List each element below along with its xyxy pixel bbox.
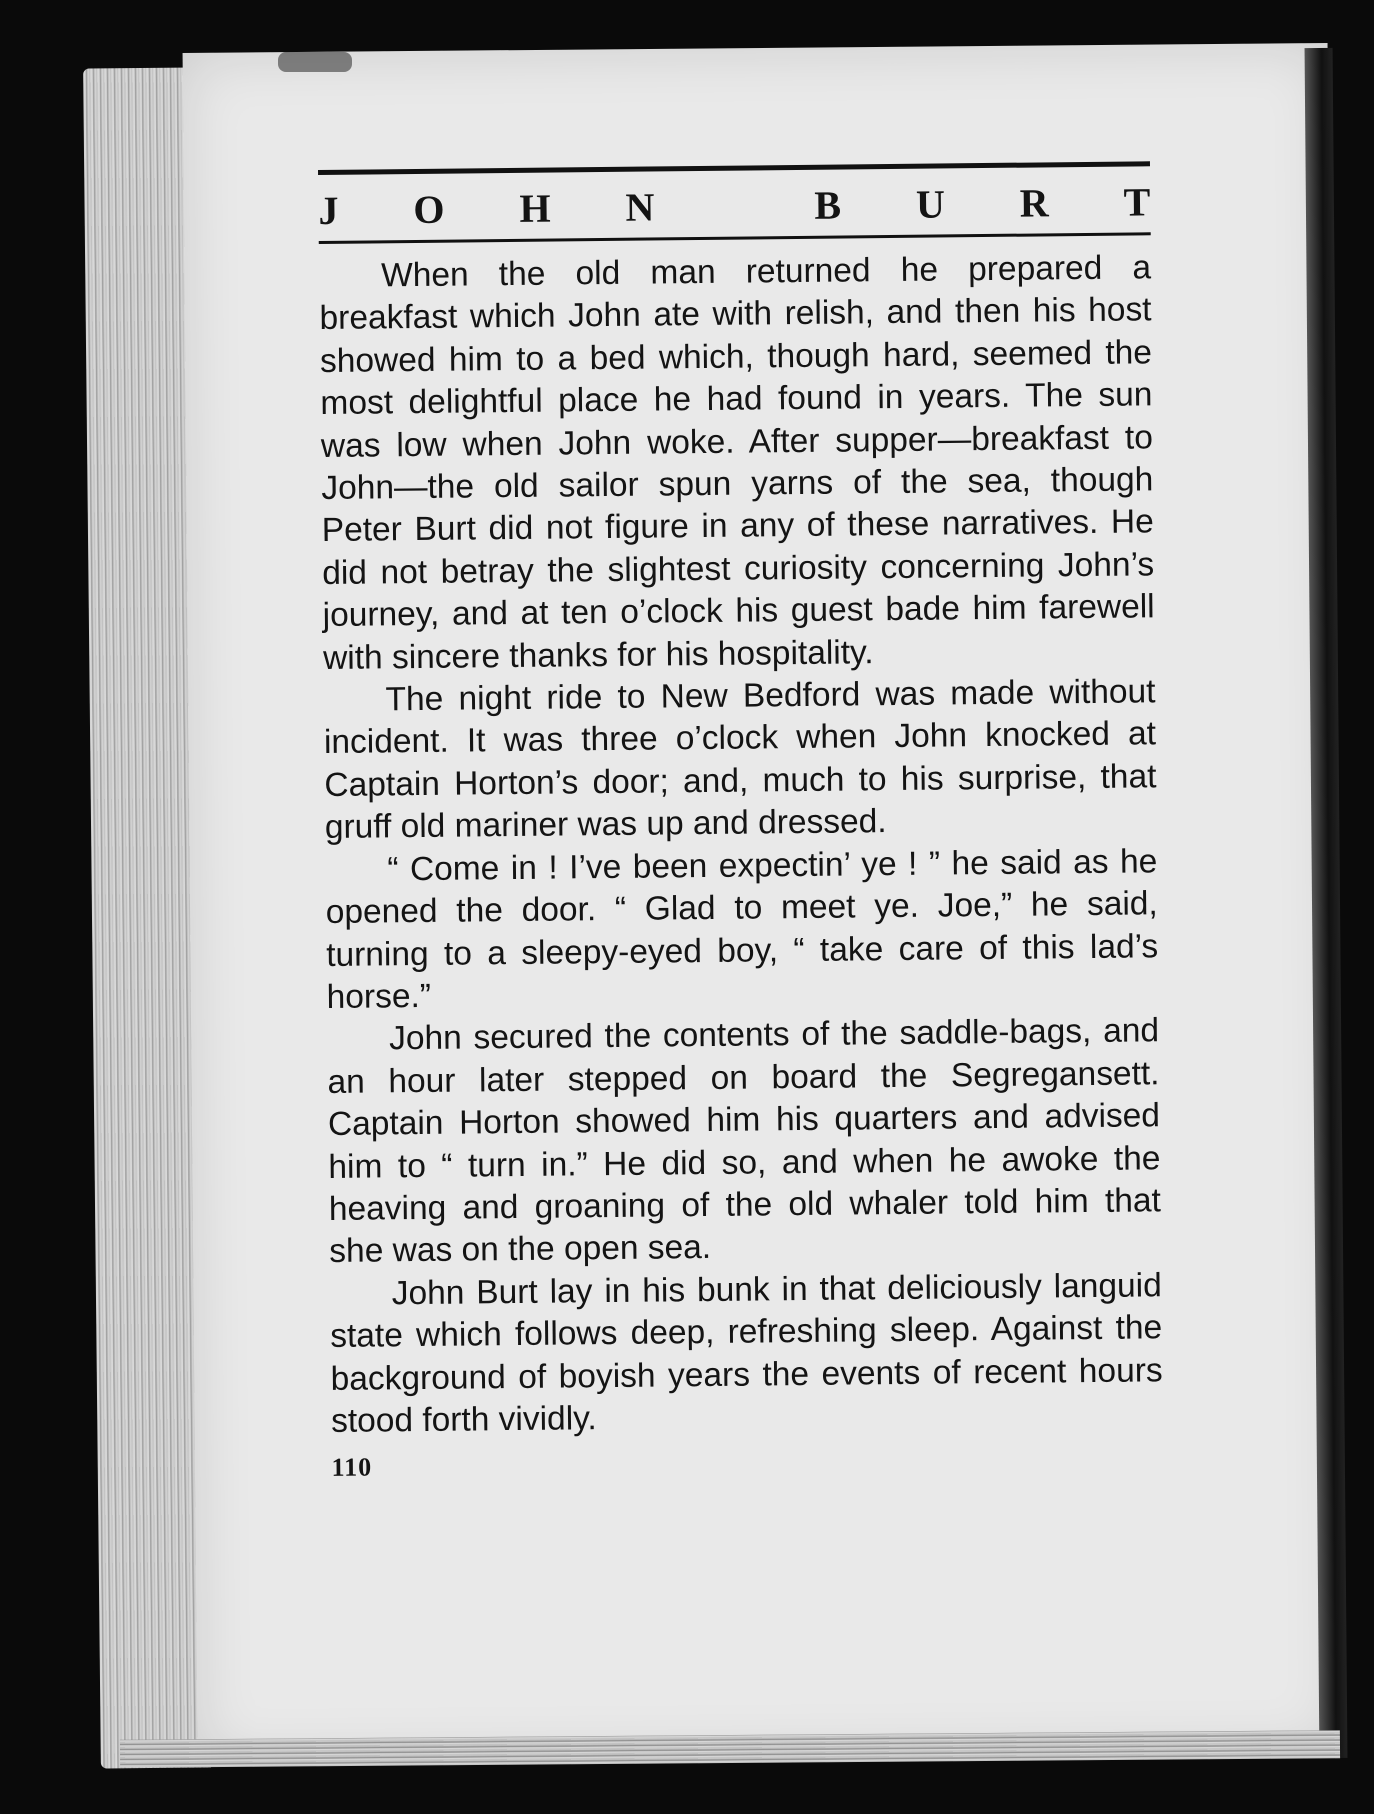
scan-smudge bbox=[278, 52, 352, 72]
running-head-gap bbox=[729, 185, 739, 229]
running-head-letter: B bbox=[814, 182, 842, 228]
paragraph: The night ride to New Bedford was made without incident. It was three o’clock when John knocked at Captain Horton’s door; and, much to his surprise, that gruff old mariner was up and dressed. bbox=[323, 673, 1157, 847]
page-number: 110 bbox=[331, 1452, 373, 1483]
paragraph: When the old man returned he prepared a breakfast which John ate with relish, and then his host showed him to a bed which, though hard, seemed the most delightful place he had found in years. The sun was low when John woke. After supper—breakfast to John—the old sailor spun yarns of the sea, though Peter Burt did not figure in any of these narratives. He did not betray the slightest curiosity concerning John’s journey, and at ten o’clock his guest bade him farewell with sincere thanks for his hospitality. bbox=[319, 249, 1155, 677]
paragraph: John secured the contents of the saddle-bags, and an hour later stepped on board the Segregansett. Captain Horton showed him his quarters and advised him to “ turn in.” He did so, and when he awoke the heaving and groaning of the old whaler told him that she was on the open sea. bbox=[327, 1012, 1162, 1271]
header-rule-bottom bbox=[319, 232, 1151, 244]
page-content bbox=[318, 161, 1212, 1484]
paragraph: “ Come in ! I’ve been expectin’ ye ! ” he said as he opened the door. “ Glad to meet ye. Joe,” he said, turning to a sleepy-eyed boy, “ take care of this lad’s horse.” bbox=[325, 842, 1159, 1016]
body-text bbox=[319, 247, 1163, 1443]
running-head bbox=[318, 180, 1150, 233]
running-head-letter: U bbox=[915, 181, 946, 227]
running-head-letter: N bbox=[625, 184, 655, 230]
paragraph: John Burt lay in his bunk in that deliciously languid state which follows deep, refreshing sleep. Against the background of boyish years the events of recent hours stood forth vividly. bbox=[330, 1266, 1163, 1440]
running-head-letter: O bbox=[413, 186, 445, 233]
running-head-letter: T bbox=[1123, 179, 1151, 225]
running-head-letter: R bbox=[1019, 180, 1049, 226]
running-head-letter: H bbox=[519, 185, 551, 231]
running-head-letter: J bbox=[318, 187, 339, 233]
